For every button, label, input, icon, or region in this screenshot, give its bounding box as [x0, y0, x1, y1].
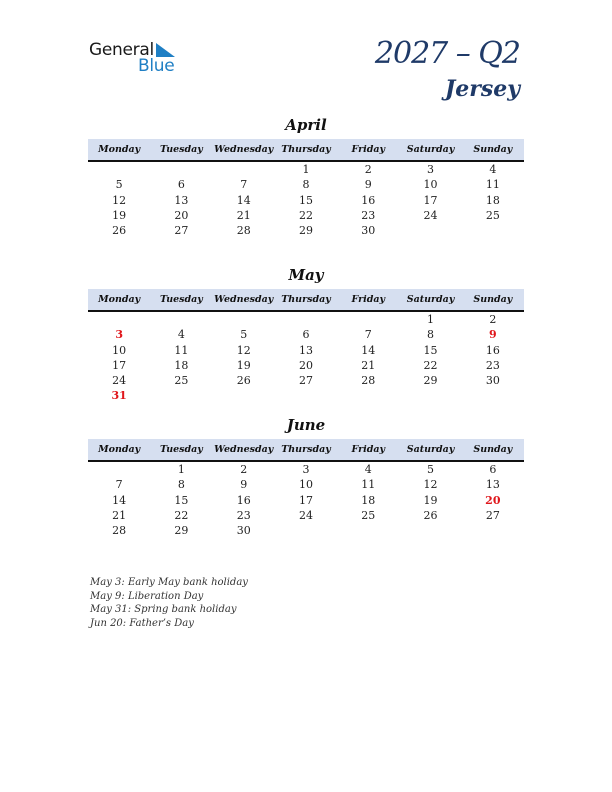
day-cell: 5: [240, 328, 248, 342]
day-cell: 21: [236, 208, 251, 222]
week-row: [88, 162, 524, 177]
day-cell: 7: [240, 178, 248, 192]
day-cell: 2: [240, 463, 248, 476]
day-cell: 20: [298, 358, 313, 372]
day-cell: 29: [174, 524, 189, 538]
day-cell: 5: [427, 463, 435, 476]
day-cell: 14: [361, 343, 376, 357]
day-cell: 9: [364, 178, 372, 192]
weekday-label: Sunday: [473, 144, 513, 155]
day-cell: 19: [112, 208, 127, 222]
day-cell: 22: [174, 508, 189, 522]
day-cell: 12: [423, 478, 438, 492]
day-cell: [213, 312, 275, 327]
holiday-notes: [90, 576, 248, 631]
day-cell: [88, 162, 150, 177]
day-cell: 11: [485, 178, 500, 192]
day-cell: [275, 388, 337, 403]
day-cell: 30: [485, 374, 500, 388]
weekday-header: [88, 139, 524, 162]
day-cell: [275, 312, 337, 327]
day-cell: 17: [423, 193, 438, 207]
month-name: May: [288, 266, 324, 284]
page-title: 2027 – Q2: [374, 36, 520, 71]
week-row: [88, 208, 524, 223]
week-row: [88, 327, 524, 342]
day-cell: 29: [298, 224, 313, 238]
day-cell: [399, 388, 461, 403]
day-cell: 8: [427, 328, 435, 342]
day-cell: 6: [177, 178, 185, 192]
day-cell: 10: [423, 178, 438, 192]
day-cell: [88, 312, 150, 327]
day-cell: [399, 223, 461, 238]
week-row: [88, 462, 524, 477]
day-cell: [337, 523, 399, 538]
weekday-header: [88, 439, 524, 462]
day-cell: 16: [361, 193, 376, 207]
weekday-header: [88, 289, 524, 312]
day-cell: 1: [427, 313, 435, 326]
day-cell: 1: [177, 463, 185, 476]
day-cell: [462, 388, 524, 403]
day-cell: 15: [298, 193, 313, 207]
weekday-label: Tuesday: [160, 294, 203, 305]
day-cell: 7: [364, 328, 372, 342]
day-cell: 22: [423, 358, 438, 372]
weekday-label: Saturday: [406, 294, 455, 305]
day-cell: 3: [427, 163, 435, 176]
day-cell: 11: [174, 343, 189, 357]
day-cell: [213, 388, 275, 403]
week-row: [88, 523, 524, 538]
month-name: April: [285, 116, 327, 134]
day-cell: 4: [489, 163, 497, 176]
week-row: [88, 358, 524, 373]
day-cell: 30: [236, 524, 251, 538]
day-cell: 1: [302, 163, 310, 176]
logo-general-text: General: [89, 40, 154, 60]
region-title: Jersey: [444, 76, 520, 102]
weekday-label: Thursday: [281, 294, 331, 305]
day-cell: 6: [489, 463, 497, 476]
day-cell: 8: [177, 478, 185, 492]
weekday-label: Friday: [351, 444, 386, 455]
day-cell: 28: [361, 374, 376, 388]
day-cell: 28: [112, 524, 127, 538]
weekday-label: Monday: [98, 294, 141, 305]
day-cell: 18: [361, 493, 376, 507]
weekday-label: Tuesday: [160, 144, 203, 155]
day-cell: 14: [112, 493, 127, 507]
day-cell: 12: [236, 343, 251, 357]
weekday-label: Wednesday: [214, 144, 274, 155]
week-row: [88, 177, 524, 192]
day-cell: [462, 223, 524, 238]
day-cell: 18: [174, 358, 189, 372]
week-row: [88, 477, 524, 492]
day-cell: 8: [302, 178, 310, 192]
day-cell: 12: [112, 193, 127, 207]
day-cell: 7: [115, 478, 123, 492]
holiday-day-cell: 3: [115, 328, 123, 342]
day-cell: 15: [423, 343, 438, 357]
week-row: [88, 312, 524, 327]
holiday-note: May 3: Early May bank holiday: [90, 577, 248, 588]
day-cell: 17: [298, 493, 313, 507]
weekday-label: Monday: [98, 444, 141, 455]
weekday-label: Sunday: [473, 444, 513, 455]
week-row: [88, 223, 524, 238]
day-cell: [150, 312, 212, 327]
day-cell: [337, 312, 399, 327]
weekday-label: Thursday: [281, 144, 331, 155]
weekday-label: Wednesday: [214, 444, 274, 455]
month-may: [88, 265, 524, 404]
holiday-note: Jun 20: Father’s Day: [90, 618, 194, 630]
day-cell: 27: [174, 224, 189, 238]
day-cell: [213, 162, 275, 177]
day-cell: 6: [302, 328, 310, 342]
holiday-day-cell: 31: [111, 389, 127, 403]
day-cell: 18: [485, 193, 500, 207]
day-cell: 17: [112, 358, 127, 372]
day-cell: 26: [423, 508, 438, 522]
week-row: [88, 373, 524, 388]
day-cell: 3: [302, 463, 310, 476]
day-cell: 30: [361, 224, 376, 238]
week-row: [88, 493, 524, 508]
day-cell: 25: [174, 374, 189, 388]
day-cell: 4: [177, 328, 185, 342]
day-cell: 15: [174, 493, 189, 507]
month-name: June: [286, 416, 326, 434]
week-row: [88, 388, 524, 403]
day-cell: 25: [485, 208, 500, 222]
day-cell: 2: [489, 313, 497, 326]
weekday-label: Friday: [351, 294, 386, 305]
week-row: [88, 508, 524, 523]
day-cell: 21: [112, 508, 127, 522]
holiday-note: May 9: Liberation Day: [90, 590, 204, 602]
month-june: [88, 415, 524, 538]
day-cell: 13: [298, 343, 313, 357]
day-cell: 16: [485, 343, 500, 357]
month-april: [88, 115, 524, 238]
day-cell: [275, 523, 337, 538]
week-row: [88, 343, 524, 358]
weekday-label: Sunday: [473, 294, 513, 305]
day-cell: 23: [361, 208, 376, 222]
holiday-day-cell: 20: [485, 493, 501, 507]
day-cell: 14: [236, 193, 251, 207]
day-cell: [337, 388, 399, 403]
weekday-label: Monday: [98, 144, 141, 155]
day-cell: [462, 523, 524, 538]
day-cell: 24: [423, 208, 438, 222]
day-cell: 23: [485, 358, 500, 372]
day-cell: 25: [361, 508, 376, 522]
day-cell: [88, 462, 150, 477]
weekday-label: Wednesday: [214, 294, 274, 305]
day-cell: [150, 162, 212, 177]
weekday-label: Saturday: [406, 144, 455, 155]
day-cell: [399, 523, 461, 538]
weekday-label: Friday: [351, 144, 386, 155]
holiday-note: May 31: Spring bank holiday: [90, 604, 237, 616]
day-cell: 2: [364, 163, 372, 176]
day-cell: 5: [115, 178, 123, 192]
day-cell: 10: [298, 478, 313, 492]
day-cell: 24: [112, 374, 127, 388]
day-cell: 4: [364, 463, 372, 476]
day-cell: 11: [361, 478, 376, 492]
day-cell: 9: [240, 478, 248, 492]
weekday-label: Thursday: [281, 444, 331, 455]
day-cell: 24: [298, 508, 313, 522]
day-cell: 13: [174, 193, 189, 207]
day-cell: 26: [236, 374, 251, 388]
weekday-label: Saturday: [406, 444, 455, 455]
day-cell: 19: [423, 493, 438, 507]
holiday-day-cell: 9: [489, 328, 497, 342]
weekday-label: Tuesday: [160, 444, 203, 455]
day-cell: 19: [236, 358, 251, 372]
day-cell: 26: [112, 224, 127, 238]
logo-blue-text: Blue: [138, 56, 175, 76]
day-cell: 22: [298, 208, 313, 222]
day-cell: 20: [174, 208, 189, 222]
day-cell: 10: [112, 343, 127, 357]
day-cell: [150, 388, 212, 403]
day-cell: 27: [298, 374, 313, 388]
day-cell: 16: [236, 493, 251, 507]
logo-triangle-icon: [156, 43, 175, 57]
day-cell: 28: [236, 224, 251, 238]
week-row: [88, 193, 524, 208]
day-cell: 29: [423, 374, 438, 388]
day-cell: 27: [485, 508, 500, 522]
day-cell: 13: [485, 478, 500, 492]
day-cell: 23: [236, 508, 251, 522]
day-cell: 21: [361, 358, 376, 372]
